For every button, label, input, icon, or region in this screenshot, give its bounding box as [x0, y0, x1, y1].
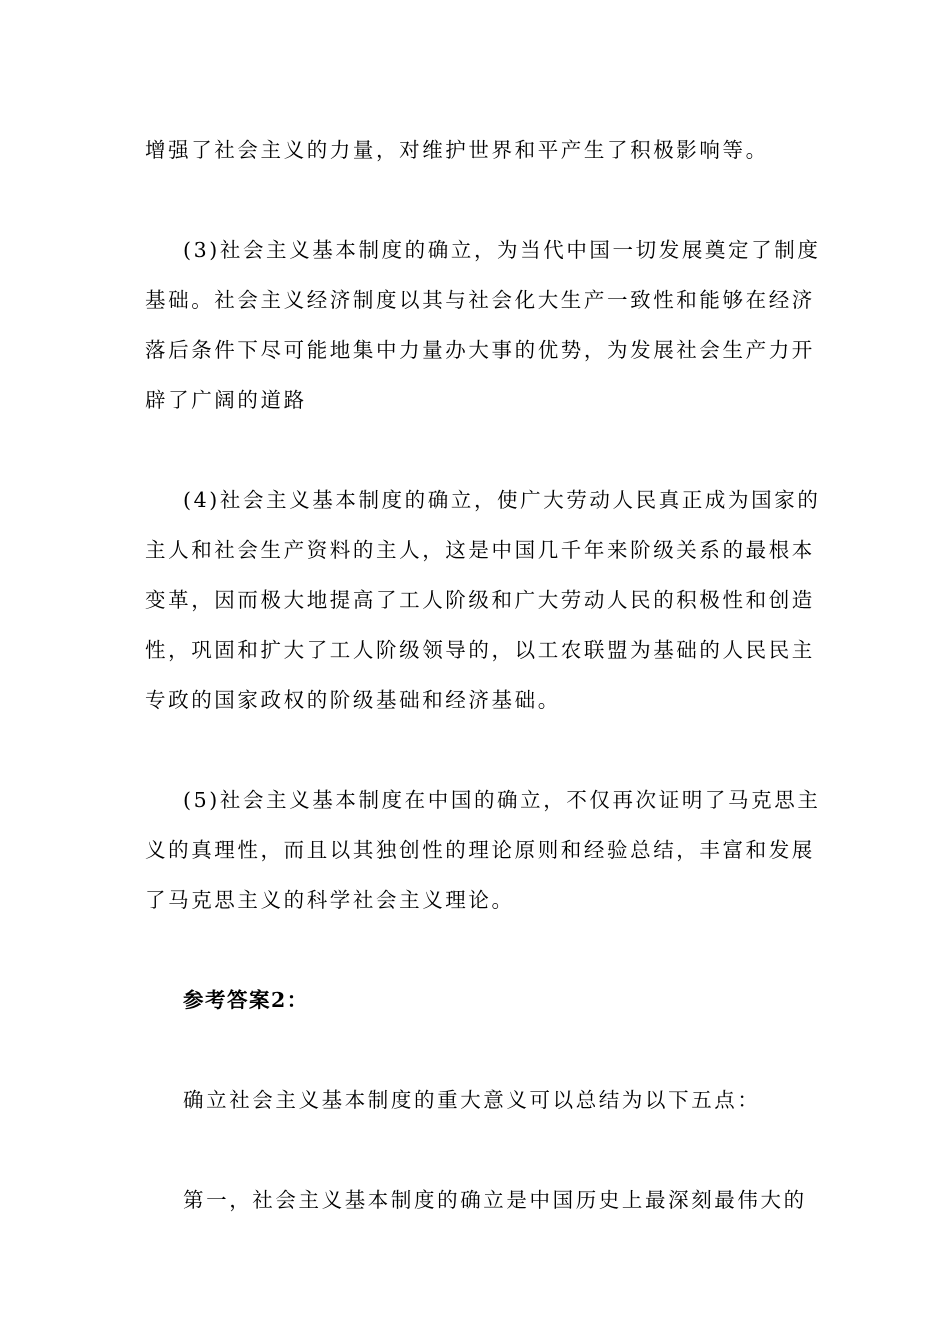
paragraph-4-line: (4)社会主义基本制度的确立，使广大劳动人民真正成为国家的 [183, 488, 821, 512]
paragraph-4-line: 主人和社会生产资料的主人，这是中国几千年来阶级关系的最根本 [145, 538, 815, 562]
paragraph-3-line: 落后条件下尽可能地集中力量办大事的优势，为发展社会生产力开 [145, 338, 815, 362]
paragraph-4-line: 专政的国家政权的阶级基础和经济基础。 [145, 688, 561, 712]
paragraph-3-line: (3)社会主义基本制度的确立，为当代中国一切发展奠定了制度 [183, 238, 821, 262]
paragraph-5-line: (5)社会主义基本制度在中国的确立，不仅再次证明了马克思主 [183, 788, 821, 812]
paragraph-3-line: 基础。社会主义经济制度以其与社会化大生产一致性和能够在经济 [145, 288, 815, 312]
answer-point-1-line: 第一，社会主义基本制度的确立是中国历史上最深刻最伟大的 [183, 1188, 807, 1212]
paragraph-5-line: 了马克思主义的科学社会主义理论。 [145, 888, 515, 912]
paragraph-5-line: 义的真理性，而且以其独创性的理论原则和经验总结，丰富和发展 [145, 838, 815, 862]
answer-heading: 参考答案2： [183, 988, 309, 1012]
answer-intro: 确立社会主义基本制度的重大意义可以总结为以下五点： [183, 1088, 761, 1112]
paragraph-3-line: 辟了广阔的道路 [145, 388, 307, 412]
paragraph-4-line: 变革，因而极大地提高了工人阶级和广大劳动人民的积极性和创造 [145, 588, 815, 612]
paragraph-2-line-end: 增强了社会主义的力量，对维护世界和平产生了积极影响等。 [145, 138, 769, 162]
paragraph-4-line: 性，巩固和扩大了工人阶级领导的，以工农联盟为基础的人民民主 [145, 638, 815, 662]
